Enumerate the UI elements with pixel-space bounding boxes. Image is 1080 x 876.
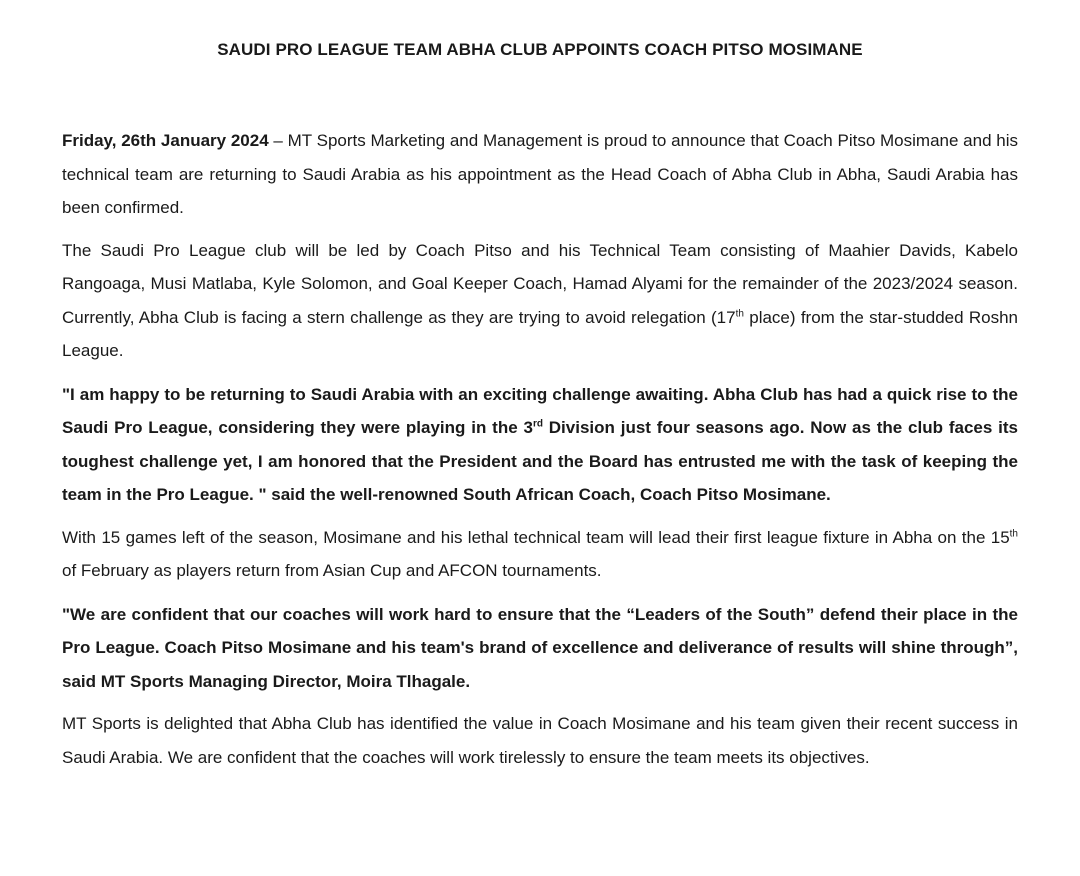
intro-paragraph (62, 124, 1018, 225)
closing-paragraph: MT Sports is delighted that Abha Club has identified the value in Coach Mosimane and his team given their recent success in Saudi Arabia. We are confident that the coaches will work tirelessly to ensure the team meets its objectives. (62, 714, 1018, 767)
coach-quote-paragraph (62, 378, 1018, 512)
fixture-text-a: With 15 games left of the season, Mosimane and his lethal technical team will lead their first league fixture in Abha on the 15 (62, 527, 1010, 547)
ordinal-suffix: th (735, 307, 744, 319)
technical-team-paragraph (62, 234, 1018, 368)
ordinal-suffix: rd (532, 418, 543, 430)
fixture-text-b: of February as players return from Asian Cup and AFCON tournaments. (62, 561, 602, 580)
page-title: SAUDI PRO LEAGUE TEAM ABHA CLUB APPOINTS COACH PITSO MOSIMANE (217, 40, 863, 59)
technical-team-text-b: place) from the star-studded Roshn League. (62, 307, 1019, 360)
ordinal-suffix: th (1009, 527, 1018, 539)
release-date: Friday, 26th January 2024 (62, 131, 269, 150)
technical-team-text-a: The Saudi Pro League club will be led by Coach Pitso and his Technical Team consisting of Maahier Davids, Kabelo Rangoaga, Musi Matlaba, Kyle Solomon, and Goal Keeper Coach, Hamad Alyami for the remainder of the 2023/2024 season. Currently, Abha Club is facing a stern challenge as they are trying to avoid relegation (17 (62, 240, 1018, 327)
director-quote-paragraph: "We are confident that our coaches will work hard to ensure that the “Leaders of the South” defend their place in the Pro League. Coach Pitso Mosimane and his team's brand of excellence and deliverance of results will shine through”, said MT Sports Managing Director, Moira Tlhagale. (62, 604, 1018, 691)
coach-quote-text-b: Division just four seasons ago. Now as the club faces its toughest challenge yet, I am honored that the President and the Board has entrusted me with the task of keeping the team in the Pro League. " said the well-renowned South African Coach, Coach Pitso Mosimane. (62, 418, 1018, 504)
fixture-paragraph (62, 521, 1018, 588)
coach-quote-text-a: "I am happy to be returning to Saudi Arabia with an exciting challenge awaiting. Abha Club has had a quick rise to the Saudi Pro League, considering they were playing in the 3 (62, 384, 1018, 437)
intro-text: – MT Sports Marketing and Management is proud to announce that Coach Pitso Mosimane and his technical team are returning to Saudi Arabia as his appointment as the Head Coach of Abha Club in Abha, Saudi Arabia has been confirmed. (62, 131, 1019, 217)
